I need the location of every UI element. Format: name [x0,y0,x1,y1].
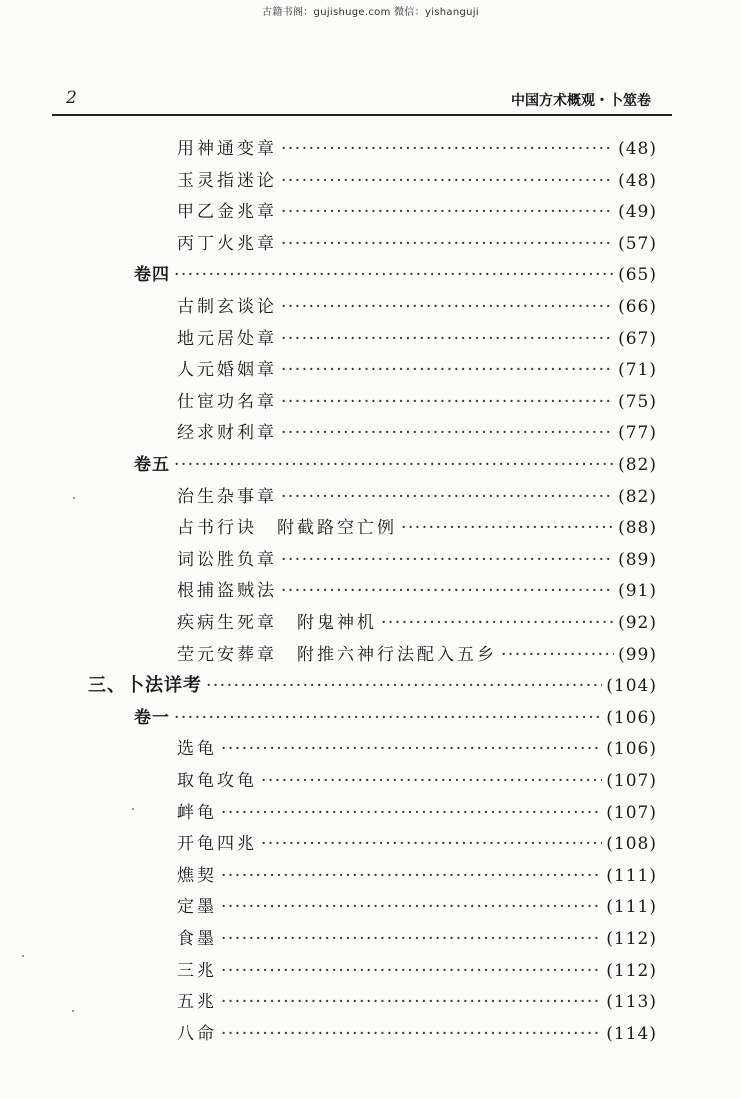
dot-leader [261,829,602,859]
toc-entry [177,513,657,543]
toc-entry-page: (88) [618,518,657,539]
toc-entry-title: 八命 [177,1023,217,1044]
toc-entry-page: (82) [618,455,657,475]
dot-leader [281,576,614,606]
dot-leader [261,766,602,796]
toc-entry-page: (106) [606,739,657,760]
toc-entry-page: (107) [606,771,657,791]
toc-entry [177,924,657,954]
toc-entry-title: 古制玄谈论 [177,297,277,317]
toc-entry-title: 选龟 [177,739,217,760]
toc-entry-title: 用神通变章 [177,139,277,159]
dot-leader [281,166,614,196]
toc-entry-title: 占书行诀 附截路空亡例 [177,518,397,539]
toc-entry [177,608,657,638]
toc-entry [177,482,657,512]
toc-entry-title: 三、卜法详考 [88,675,202,697]
toc-entry-title: 定墨 [177,897,217,918]
dot-leader [281,387,614,417]
toc-entry [177,640,657,670]
dot-leader [221,1019,602,1049]
toc-entry [177,734,657,764]
toc-entry-page: (75) [618,391,657,412]
toc-entry [134,260,657,290]
page-number: 2 [66,88,77,108]
toc-entry [177,987,657,1017]
toc-entry [177,324,657,354]
scan-speck [72,1010,74,1012]
toc-entry-page: (48) [618,139,657,159]
dot-leader [281,197,614,227]
toc-entry-page: (114) [606,1023,657,1044]
dot-leader [281,229,614,259]
toc-entry [177,134,657,164]
toc-entry [177,197,657,227]
toc-entry-page: (111) [606,865,657,886]
toc-entry-title: 经求财利章 [177,423,277,444]
toc-entry-page: (57) [618,233,657,254]
toc-entry [177,1019,657,1049]
dot-leader [501,640,614,670]
toc-entry-page: (49) [618,202,657,223]
dot-leader [381,608,614,638]
dot-leader [221,924,602,954]
dot-leader [401,513,614,543]
toc-entry-page: (99) [618,644,657,665]
toc-entry-title: 仕宦功名章 [177,391,277,412]
toc-entry-title: 玉灵指迷论 [177,170,277,191]
dot-leader [174,450,614,480]
dot-leader [281,324,614,354]
toc-entry [177,418,657,448]
toc-entry-page: (67) [618,328,657,349]
toc-entry-title: 卷五 [134,455,170,475]
dot-leader [221,987,602,1017]
header-rule [52,114,672,116]
toc-entry [177,292,657,322]
toc-entry-title: 卷四 [134,265,170,286]
toc-entry [177,576,657,606]
dot-leader [281,482,614,512]
toc-entry-page: (108) [606,834,657,855]
toc-entry [177,545,657,575]
toc-entry-title: 甲乙金兆章 [177,202,277,223]
toc-entry [177,798,657,828]
running-head: 中国方术概观・卜筮卷 [511,93,651,109]
toc-entry-page: (48) [618,170,657,191]
toc-entry-title: 人元婚姻章 [177,360,277,381]
dot-leader [174,703,602,733]
dot-leader [206,671,602,701]
toc-entry-title: 三兆 [177,960,217,981]
toc-entry-page: (106) [606,707,657,728]
toc-entry-title: 词讼胜负章 [177,549,277,570]
dot-leader [221,798,602,828]
toc-entry [177,355,657,385]
toc-entry-title: 地元居处章 [177,328,277,349]
toc-entry-page: (91) [618,581,657,602]
toc-entry-page: (111) [606,897,657,918]
toc-entry-page: (112) [606,960,657,981]
toc-entry-page: (92) [618,613,657,633]
dot-leader [221,956,602,986]
toc-entry-page: (77) [618,423,657,444]
toc-entry-page: (65) [618,265,657,286]
toc-entry-page: (71) [618,360,657,381]
toc-entry-title: 燋契 [177,865,217,886]
dot-leader [174,260,614,290]
watermark-text: 古籍书阁：gujishuge.com 微信：yishanguji [262,7,479,18]
toc-entry-title: 根捕盗贼法 [177,581,277,602]
toc-entry-title: 卷一 [134,707,170,728]
toc-entry [177,861,657,891]
dot-leader [221,734,602,764]
dot-leader [281,418,614,448]
toc-entry [177,166,657,196]
toc-entry-page: (89) [618,549,657,570]
toc-entry-page: (66) [618,297,657,317]
toc-entry [177,892,657,922]
toc-entry-title: 食墨 [177,929,217,949]
toc-entry [134,703,657,733]
toc-entry-title: 五兆 [177,992,217,1013]
scan-speck [22,955,24,957]
toc-entry-title: 开龟四兆 [177,834,257,855]
toc-entry [177,229,657,259]
toc-entry-page: (107) [606,802,657,823]
toc-entry [177,956,657,986]
scan-speck [132,808,134,810]
toc-entry-title: 取龟攻龟 [177,771,257,791]
dot-leader [281,355,614,385]
toc-entry [177,766,657,796]
toc-entry-title: 疾病生死章 附鬼神机 [177,613,377,633]
toc-entry [134,450,657,480]
dot-leader [281,134,614,164]
toc-entry-page: (113) [606,992,657,1013]
toc-entry-title: 茔元安葬章 附推六神行法配入五乡 [177,644,497,665]
dot-leader [221,861,602,891]
toc-entry-page: (104) [606,676,657,697]
toc-entry-title: 治生杂事章 [177,486,277,507]
toc-entry [177,387,657,417]
toc-entry [88,671,657,701]
toc-entry-page: (112) [606,929,657,949]
dot-leader [281,545,614,575]
scan-speck [73,497,75,499]
toc-entry-title: 丙丁火兆章 [177,233,277,254]
toc-entry [177,829,657,859]
toc-entry-page: (82) [618,486,657,507]
toc-entry-title: 衅龟 [177,802,217,823]
dot-leader [281,292,614,322]
dot-leader [221,892,602,922]
